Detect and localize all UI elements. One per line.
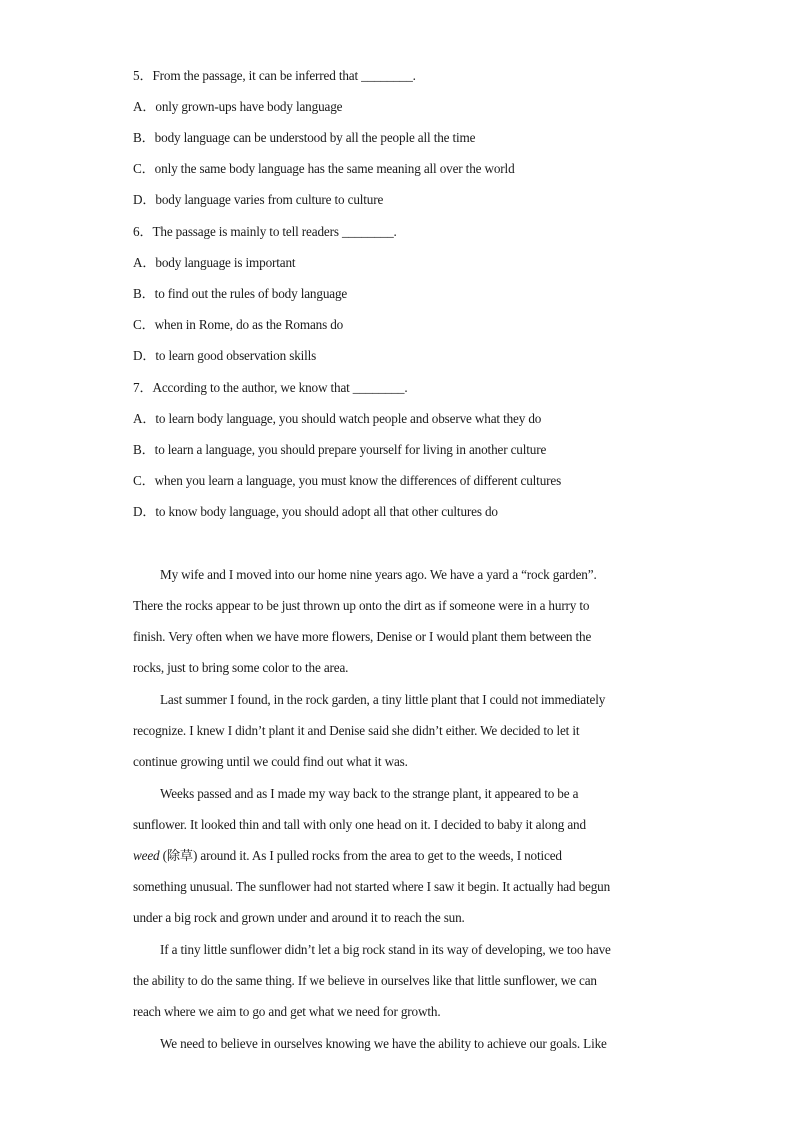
- question-5-option-a: A．only grown-ups have body language: [133, 99, 343, 114]
- question-7-option-b: B．to learn a language, you should prepare yourself for living in another culture: [133, 442, 547, 457]
- question-5-option-d: D．body language varies from culture to culture: [133, 192, 384, 207]
- passage-line: Last summer I found, in the rock garden, a tiny little plant that I could not immediately: [160, 692, 606, 707]
- question-7-option-a: A．to learn body language, you should watch people and observe what they do: [133, 411, 542, 426]
- question-6-option-d: D．to learn good observation skills: [133, 348, 317, 363]
- passage-paragraph-5: [133, 1028, 658, 1059]
- question-6-option-b: B．to find out the rules of body language: [133, 286, 348, 301]
- passage-line: something unusual. The sunflower had not started where I saw it begin. It actually had begun: [133, 879, 611, 895]
- gloss-word: weed: [133, 848, 160, 864]
- passage-line-with-gloss: [133, 840, 658, 871]
- passage-line: My wife and I moved into our home nine years ago. We have a yard a “rock garden”.: [160, 567, 597, 582]
- question-6-stem: 6．The passage is mainly to tell readers ________.: [133, 224, 397, 239]
- passage-line: the ability to do the same thing. If we believe in ourselves like that little sunflower, we can: [133, 973, 597, 989]
- passage-line: There the rocks appear to be just thrown up onto the dirt as if someone were in a hurry to: [133, 598, 590, 614]
- question-7-option-c: C．when you learn a language, you must know the differences of different cultures: [133, 473, 562, 488]
- question-6-option-c: C．when in Rome, do as the Romans do: [133, 317, 344, 332]
- gloss-chinese: (除草): [162, 848, 198, 864]
- passage-line: We need to believe in ourselves knowing we have the ability to achieve our goals. Like: [160, 1036, 607, 1051]
- passage-line: If a tiny little sunflower didn’t let a big rock stand in its way of developing, we too have: [160, 942, 611, 957]
- question-7-stem: 7．According to the author, we know that ________.: [133, 380, 408, 395]
- passage-line-rest: around it. As I pulled rocks from the area to get to the weeds, I noticed: [200, 848, 562, 864]
- passage-line: finish. Very often when we have more flowers, Denise or I would plant them between the: [133, 629, 592, 645]
- question-5-option-b: B．body language can be understood by all the people all the time: [133, 130, 476, 145]
- passage-line: Weeks passed and as I made my way back to the strange plant, it appeared to be a: [160, 786, 579, 801]
- passage-line: recognize. I knew I didn’t plant it and Denise said she didn’t either. We decided to let it: [133, 723, 580, 739]
- passage-paragraph-2: [133, 684, 658, 777]
- passage-line: continue growing until we could find out what it was.: [133, 754, 408, 770]
- question-7-option-d: D．to know body language, you should adopt all that other cultures do: [133, 504, 498, 519]
- passage-paragraph-3: [133, 778, 658, 933]
- passage-line: sunflower. It looked thin and tall with only one head on it. I decided to baby it along and: [133, 817, 586, 833]
- passage-line: reach where we aim to go and get what we need for growth.: [133, 1004, 441, 1020]
- question-6-option-a: A．body language is important: [133, 255, 296, 270]
- question-5-stem: 5．From the passage, it can be inferred that ________.: [133, 68, 416, 83]
- passage-paragraph-1: [133, 559, 658, 683]
- passage-line: rocks, just to bring some color to the area.: [133, 660, 349, 676]
- passage-paragraph-4: [133, 934, 658, 1027]
- passage-line: under a big rock and grown under and around it to reach the sun.: [133, 910, 465, 926]
- question-5-option-c: C．only the same body language has the same meaning all over the world: [133, 161, 515, 176]
